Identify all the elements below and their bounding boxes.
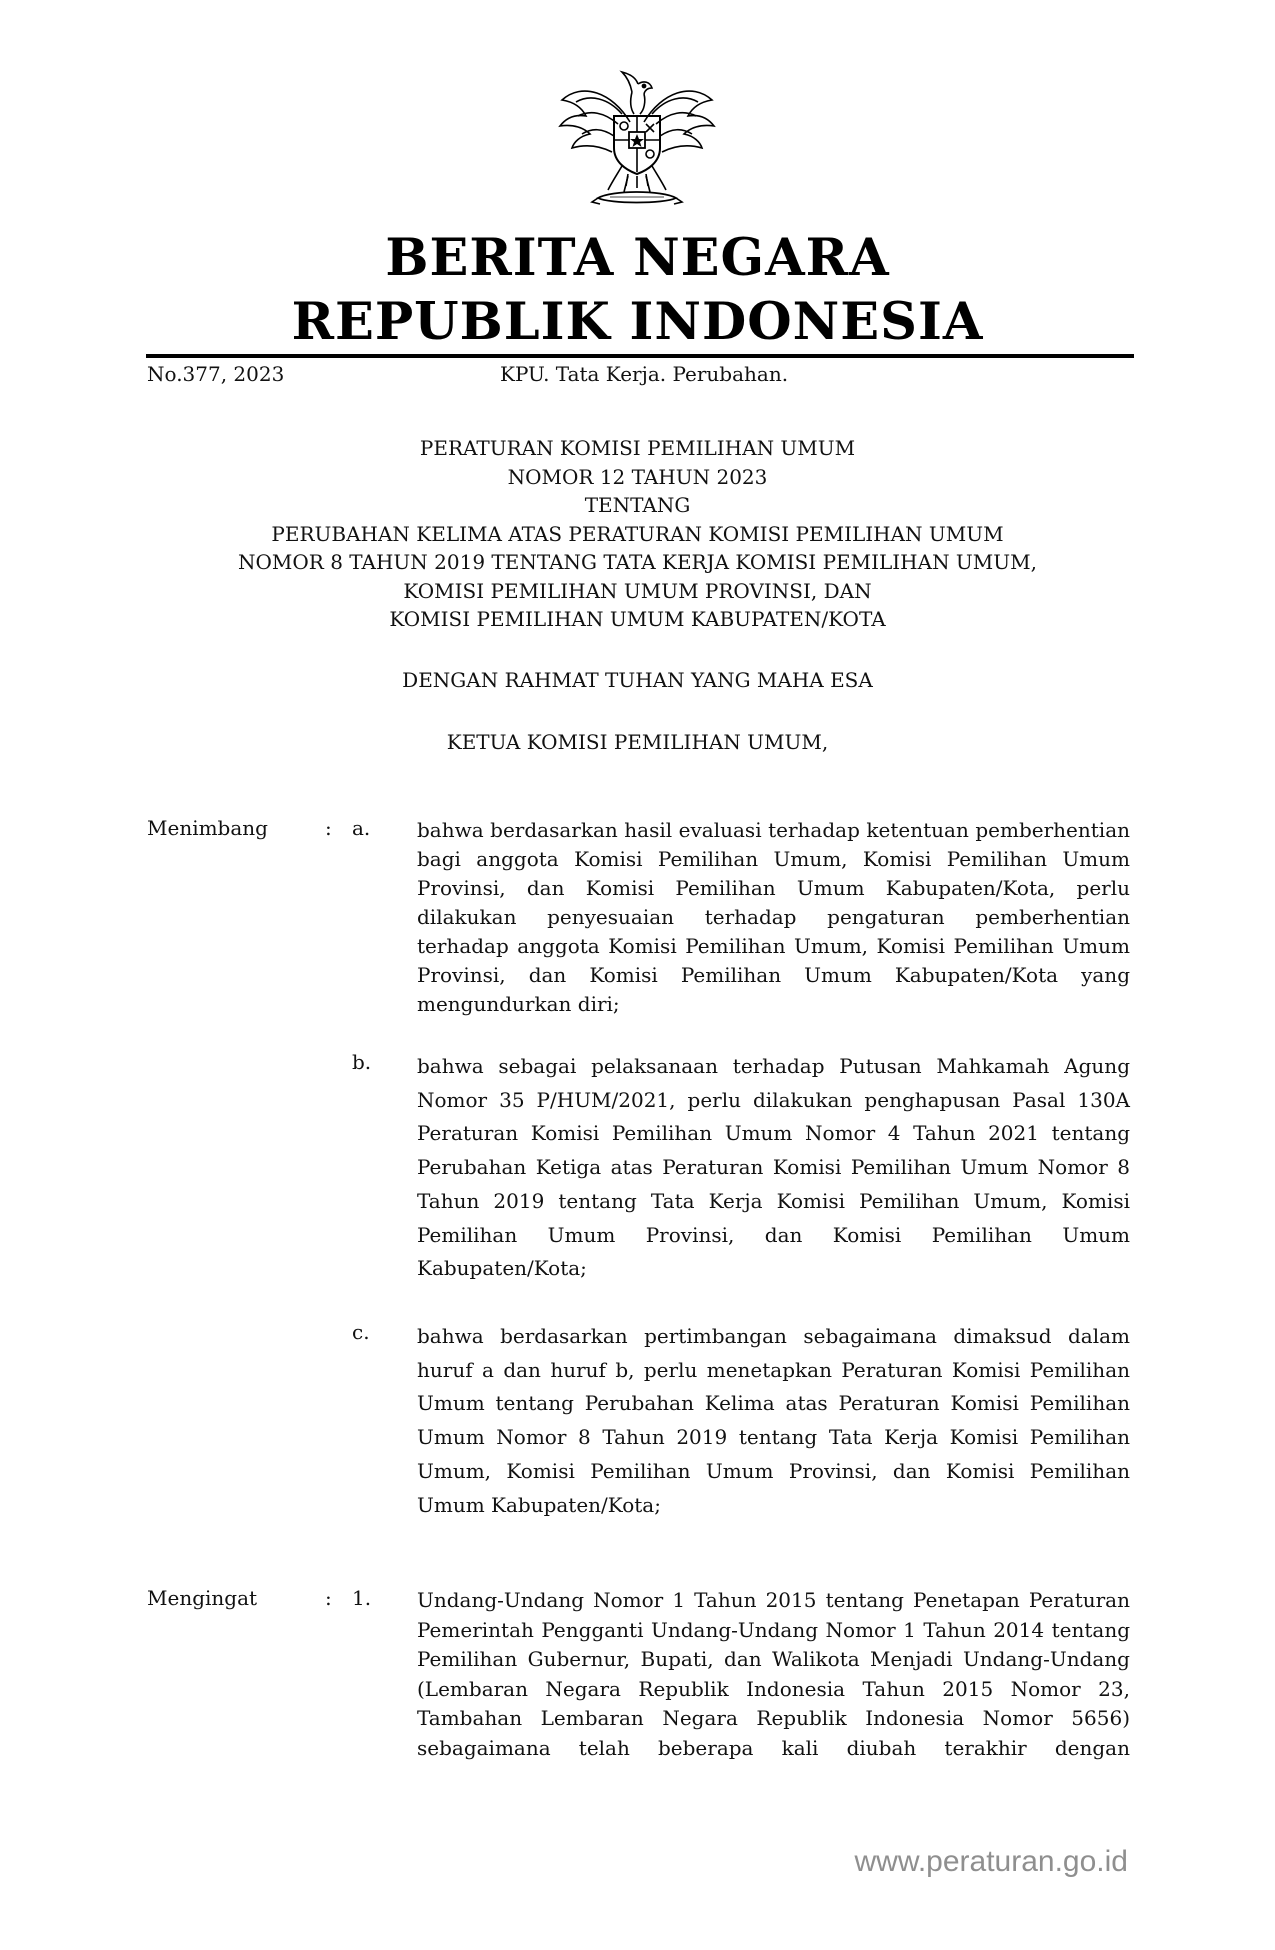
title-line: PERATURAN KOMISI PEMILIHAN UMUM (419, 436, 856, 460)
regulation-title (100, 434, 1175, 634)
menimbang-item-text: bahwa sebagai pelaksanaan terhadap Putusan Mahkamah Agung Nomor 35 P/HUM/2021, perlu dilakukan penghapusan Pasal 130A Peraturan Komisi Pemilihan Umum Nomor 4 Tahun 2021 tentang Perubahan Ketiga atas Peraturan Komisi Pemilihan Umum Nomor 8 Tahun 2019 tentang Tata Kerja Komisi Pemilihan Umum, Komisi Pemilihan Umum Provinsi, dan Komisi Pemilihan Umum Kabupaten/Kota; (417, 1054, 1130, 1281)
menimbang-item-marker: a. (352, 816, 371, 840)
title-line: PERUBAHAN KELIMA ATAS PERATURAN KOMISI PEMILIHAN UMUM (271, 521, 1004, 546)
title-line: NOMOR 8 TAHUN 2019 TENTANG TATA KERJA KOMISI PEMILIHAN UMUM, (238, 550, 1037, 574)
title-line: NOMOR 12 TAHUN 2023 (507, 464, 768, 489)
menimbang-item-text: bahwa berdasarkan hasil evaluasi terhadap ketentuan pemberhentian bagi anggota Komisi Pemilihan Umum, Komisi Pemilihan Umum Provinsi, dan Komisi Pemilihan Umum Kabupaten/Kota, perlu dilakukan penyesuaian terhadap pengaturan pemberhentian terhadap anggota Komisi Pemilihan Umum, Komisi Pemilihan Umum Provinsi, dan Komisi Pemilihan Umum Kabupaten/Kota yang mengundurkan diri; (417, 818, 1130, 1016)
menimbang-colon: : (325, 816, 332, 840)
issue-number: No.377, 2023 (147, 362, 285, 386)
mengingat-colon: : (325, 1586, 332, 1610)
garuda-pancasila-icon (552, 52, 722, 214)
invocation: DENGAN RAHMAT TUHAN YANG MAHA ESA (402, 668, 873, 692)
issue-subject: KPU. Tata Kerja. Perubahan. (500, 362, 789, 386)
title-line: KOMISI PEMILIHAN UMUM KABUPATEN/KOTA (389, 607, 886, 631)
title-line: KOMISI PEMILIHAN UMUM PROVINSI, DAN (403, 578, 872, 603)
masthead-divider (146, 354, 1134, 358)
mengingat-item-text: Undang-Undang Nomor 1 Tahun 2015 tentang Penetapan Peraturan Pemerintah Pengganti Undang-Undang Nomor 1 Tahun 2014 tentang Pemilihan Gubernur, Bupati, dan Walikota Menjadi Undang-Undang (Lembaran Negara Republik Indonesia Tahun 2015 Nomor 23, Tambahan Lembaran Negara Republik Indonesia Nomor 5656) sebagaimana telah beberapa kali diubah terakhir dengan (417, 1588, 1130, 1760)
mengingat-item-marker: 1. (352, 1586, 372, 1610)
masthead-subtitle: REPUBLIK INDONESIA (291, 292, 984, 352)
menimbang-item-marker: b. (352, 1050, 372, 1074)
source-watermark: www.peraturan.go.id (854, 1845, 1128, 1878)
menimbang-item-text: bahwa berdasarkan pertimbangan sebagaimana dimaksud dalam huruf a dan huruf b, perlu menetapkan Peraturan Komisi Pemilihan Umum tentang Perubahan Kelima atas Peraturan Komisi Pemilihan Umum Nomor 8 Tahun 2019 tentang Tata Kerja Komisi Pemilihan Umum, Komisi Pemilihan Umum Provinsi, dan Komisi Pemilihan Umum Kabupaten/Kota; (417, 1324, 1130, 1517)
title-line: TENTANG (584, 493, 691, 517)
mengingat-label: Mengingat (147, 1586, 258, 1610)
masthead-title: BERITA NEGARA (385, 228, 890, 288)
issuing-authority: KETUA KOMISI PEMILIHAN UMUM, (446, 730, 829, 754)
menimbang-item-marker: c. (352, 1320, 370, 1344)
menimbang-label: Menimbang (147, 816, 268, 840)
